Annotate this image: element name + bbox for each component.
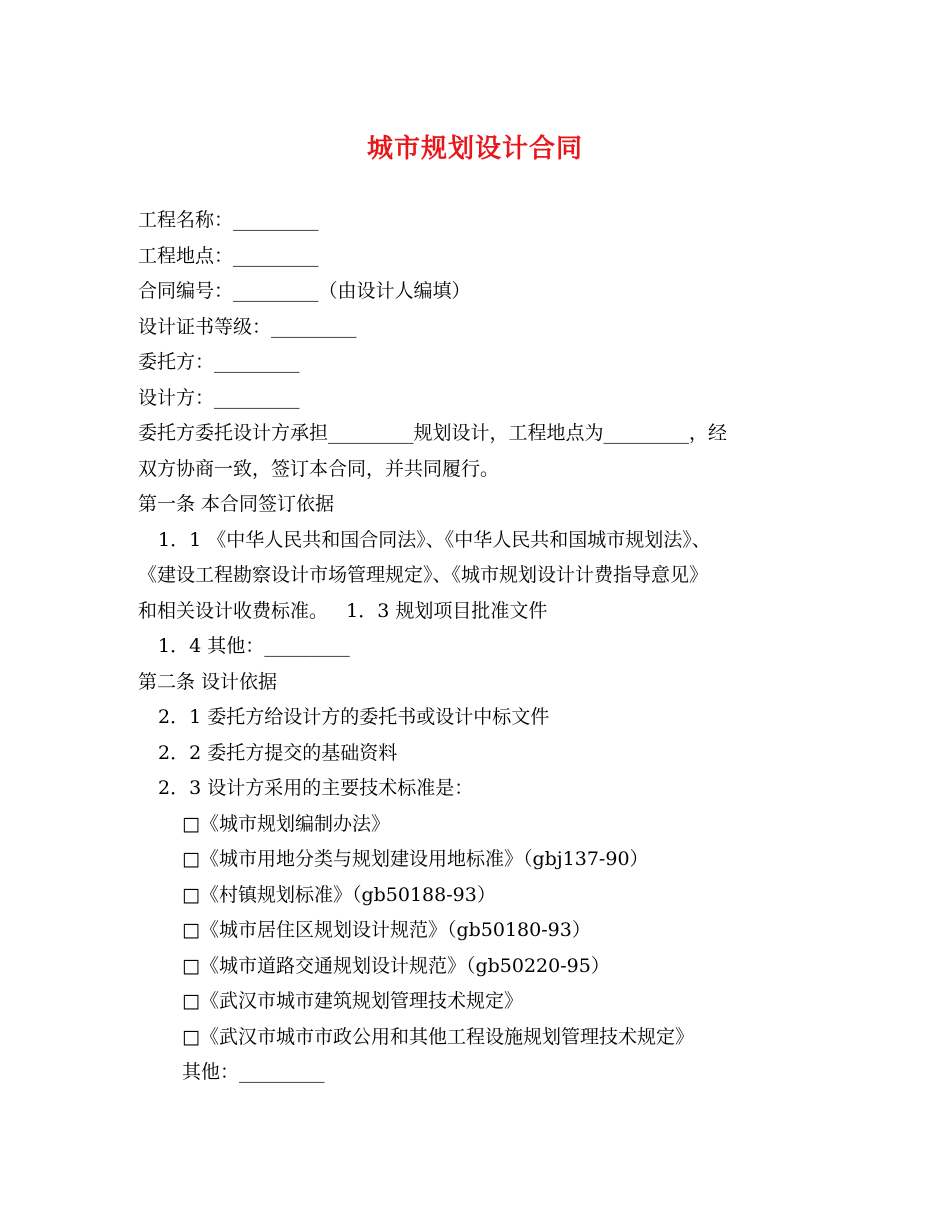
standard-item: □《城市居住区规划设计规范》（gb50180-93） [182,919,591,941]
article-1-line-3: 和相关设计收费标准。 1．3 规划项目批准文件 [138,599,548,622]
standard-other: 其他：_________ [182,1061,325,1083]
article-1-line-1: 1．1 《中华人民共和国合同法》、《中华人民共和国城市规划法》、 [158,528,711,551]
article-2-heading: 第二条 设计依据 [138,670,278,693]
article-1-heading: 第一条 本合同签订依据 [138,493,335,515]
intro-line-1: 委托方委托设计方承担_________规划设计，工程地点为_________，经 [138,422,728,444]
standard-item: □《武汉市城市建筑规划管理技术规定》 [182,990,523,1012]
standard-item: □《城市规划编制办法》 [182,812,390,835]
article-2-item-1: 2．1 委托方给设计方的委托书或设计中标文件 [158,706,550,728]
standard-item: □《城市用地分类与规划建设用地标准》（gbj137-90） [182,848,649,870]
standard-item: □《武汉市城市市政公用和其他工程设施规划管理技术规定》 [182,1025,694,1048]
field-contract-number: 合同编号：_________（由设计人编填） [138,280,471,302]
field-project-name: 工程名称：_________ [138,209,319,231]
standard-item: □《城市道路交通规划设计规范》（gb50220-95） [182,954,610,977]
article-1-line-4: 1．4 其他：_________ [158,635,350,657]
contract-body [138,203,818,1091]
intro-line-2: 双方协商一致，签订本合同，并共同履行。 [138,457,500,480]
standard-item: □《村镇规划标准》（gb50188-93） [182,883,496,906]
contract-title: 城市规划设计合同 [366,134,583,164]
article-2-item-2: 2．2 委托方提交的基础资料 [158,741,398,764]
field-project-location: 工程地点：_________ [138,244,319,267]
article-2-item-3: 2．3 设计方采用的主要技术标准是： [158,777,474,799]
article-1-line-2: 《建设工程勘察设计市场管理规定》、《城市规划设计计费指导意见》 [138,564,709,586]
field-client: 委托方：_________ [138,351,300,373]
field-designer: 设计方：_________ [138,386,300,409]
field-certificate-level: 设计证书等级：_________ [138,315,357,338]
